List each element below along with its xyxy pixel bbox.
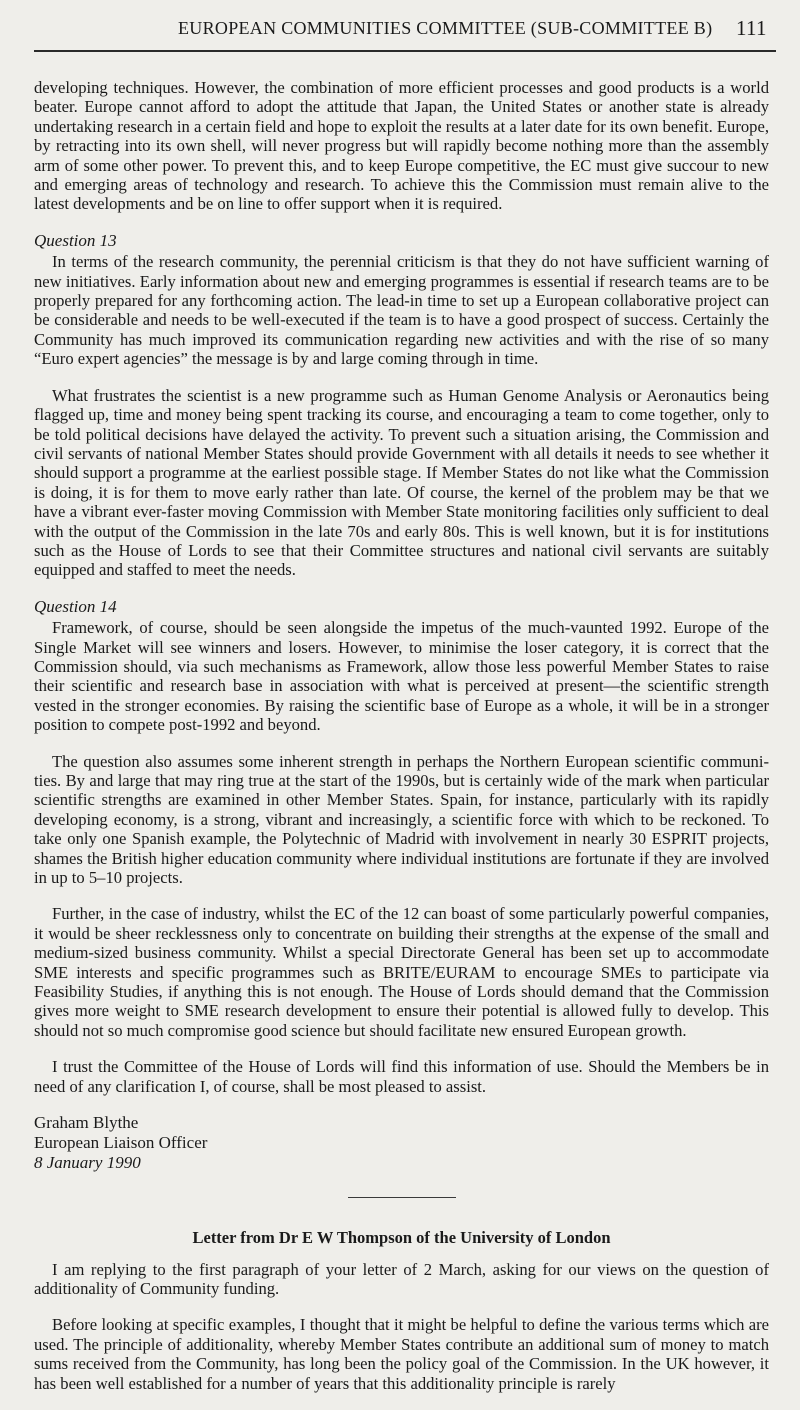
q14-paragraph-4: I trust the Committee of the House of Lords will find this information of use. Should the Members be in need of any clarification I, of course, shall be most pleased to assist.: [34, 1057, 769, 1096]
q14-paragraph-3: Further, in the case of industry, whilst the EC of the 12 can boast of some particularly powerful companies, it would be sheer recklessness only to concentrate on building their strengths at the expense of the small and medium-sized business community. Whilst a special Directorate General has been set up to accommodate SME interests and specific programmes such as BRITE/EURAM to encourage SMEs to participate via Feasibility Studies, if anything this is not enough. The House of Lords should demand that the Commission gives more weight to SME research development to ensure their potential is allowed fully to develop. This should not so much compromise good science but should facilitate new ensured European growth.: [34, 904, 769, 1040]
document-body: [34, 78, 769, 1410]
running-title: EUROPEAN COMMUNITIES COMMITTEE (SUB-COMMITTEE B): [178, 18, 713, 38]
q13-paragraph-2: What frustrates the scientist is a new programme such as Human Genome Analysis or Aeronautics being flagged up, time and money being spent tracking its course, and encouraging a team to come together, only to be told political decisions have delayed the activity. To prevent such a situation arising, the Commission and civil servants of national Member States should provide Government with all details it needs to see whether it should support a programme at the earliest possible stage. If Member States do not like what the Commission is doing, it is for them to move early rather than late. Of course, the kernel of the problem may be that we have a vibrant ever-faster moving Commission with Member State monitoring facilities only sufficient to deal with the output of the Commission in the late 70s and early 80s. This is well known, but it is for institutions such as the House of Lords to see that their Committee structures and national civil servants are suitably equipped and staffed to meet the needs.: [34, 385, 769, 580]
letter-heading: Letter from Dr E W Thompson of the University of London: [192, 1228, 611, 1248]
signature-name: Graham Blythe: [34, 1113, 139, 1133]
q14-paragraph-2: The question also assumes some inherent strength in perhaps the Northern European scientific communities. By and large that may ring true at the start of the 1990s, but is certainly wide of the mark when particular scientific strengths are examined in other Member States. Spain, for instance, particularly with its rapidly developing economy, is a strong, vibrant and increasingly, a scientific force with which to be reckoned. To take only one Spanish example, the Polytechnic of Madrid with involvement in nearly 30 ESPRIT projects, shames the British higher education community where individual institutions are fortunate if they are involved in up to 5–10 projects.: [34, 751, 769, 888]
q14-paragraph-1: Framework, of course, should be seen alongside the impetus of the much-vaunted 1992. Europe of the Single Market will see winners and losers. However, to minimise the loser category, it is correct that the Commission should, via such mechanisms as Framework, allow those less powerful Member States to raise their scientific and research base in association with what is perceived at present—the scientific strength vested in the stronger economies. By raising the scientific base of Europe as a whole, it will be in a stronger position to compete post-1992 and beyond.: [34, 618, 769, 735]
page-number: 111: [736, 16, 767, 40]
q13-paragraph-1: In terms of the research community, the perennial criticism is that they do not have sufficient warning of new initiatives. Early information about new and emerging programmes is essential if research teams are to be properly prepared for any forthcoming action. The lead-in time to set up a European collaborative project can be considerable and needs to be well-executed if the team is to have a good prospect of success. Certainly the Community has much improved its communication regarding new activities and with the rise of so many “Euro expert agencies” the message is by and large coming through in time.: [34, 252, 769, 369]
question-13-heading: Question 13: [34, 230, 117, 250]
signature-role: European Liaison Officer: [34, 1133, 208, 1153]
section-divider: [348, 1197, 456, 1198]
signature-date: 8 January 1990: [34, 1153, 141, 1173]
intro-paragraph: developing techniques. However, the combination of more efficient processes and good products is a world beater. Europe cannot afford to adopt the attitude that Japan, the United States or another state is already undertaking research in a certain field and hope to exploit the results at a later date for its own benefit. Europe, by retracting into its own shell, will never progress but will rapidly become nothing more than the assembly arm of some other power. To prevent this, and to keep Europe competitive, the EC must give succour to new and emerging areas of technology and research. To achieve this the Commission must remain alive to the latest developments and be on line to offer support when it is required.: [34, 78, 769, 214]
letter-paragraph-2: Before looking at specific examples, I thought that it might be helpful to define the various terms which are used. The principle of additionality, whereby Member States contribute an additional sum of money to match sums received from the Community, has long been the policy goal of the Commission. In the UK however, it has been well established for a number of years that this additionality principle is rarely: [34, 1315, 769, 1393]
question-14-heading: Question 14: [34, 596, 117, 616]
header-rule: [34, 50, 776, 52]
letter-paragraph-1: I am replying to the first paragraph of your letter of 2 March, asking for our views on the question of additionality of Community funding.: [34, 1259, 769, 1298]
signature-block: [34, 1113, 769, 1173]
